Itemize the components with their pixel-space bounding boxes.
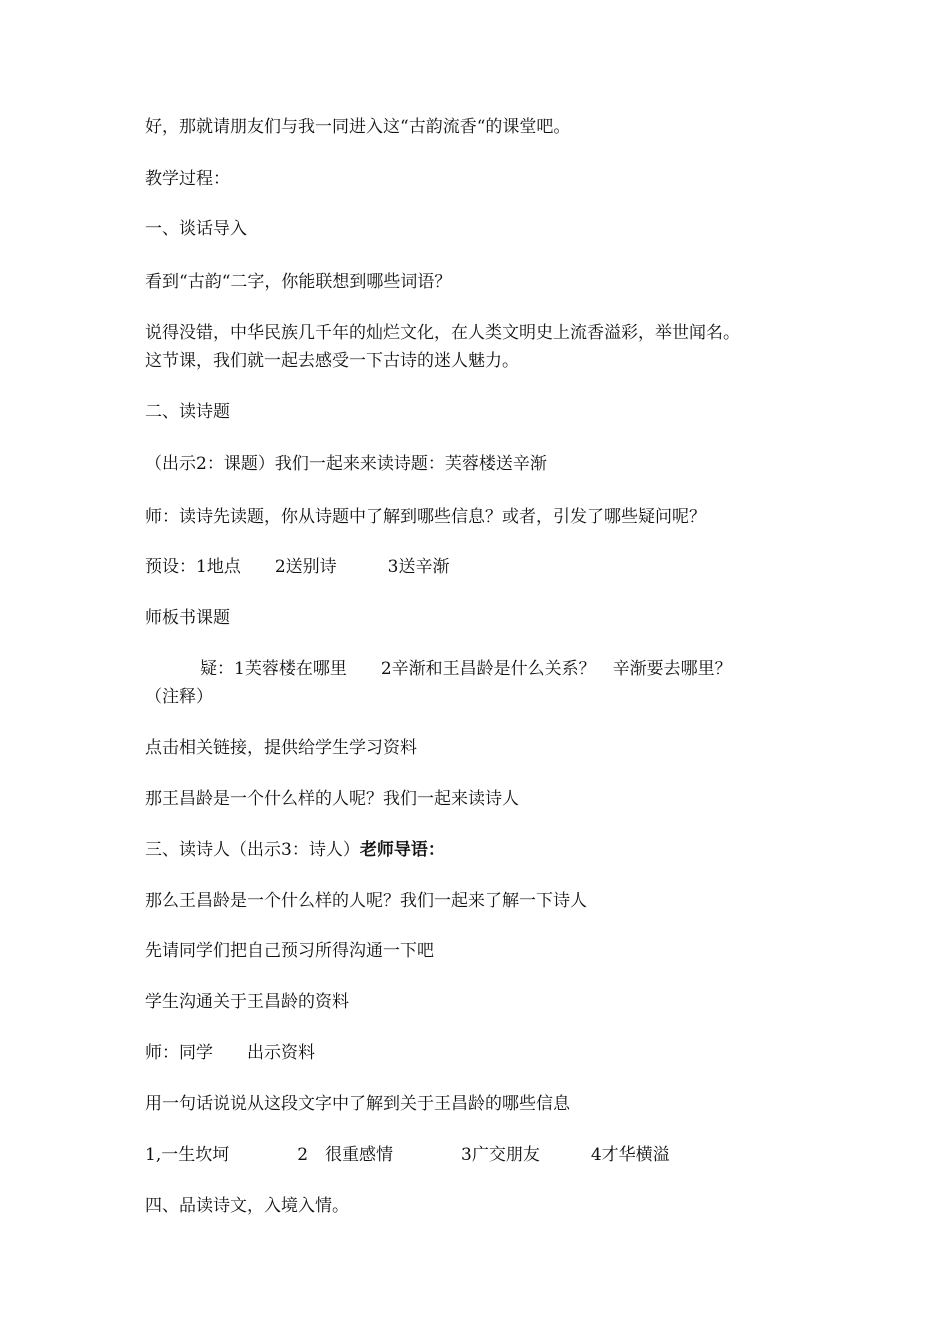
text-line-18: 那么王昌龄是一个什么样的人呢？我们一起来了解一下诗人 (145, 891, 587, 911)
text-line-19: 先请同学们把自己预习所得沟通一下吧 (145, 941, 434, 961)
section-heading-3-text: 三、读诗人（出示3：诗人） (145, 840, 360, 860)
text-line-13: （注释） (145, 687, 213, 707)
section-heading-2: 二、读诗题 (145, 402, 230, 422)
text-line-15: 那王昌龄是一个什么样的人呢？我们一起来读诗人 (145, 789, 519, 809)
text-line-1: 好，那就请朋友们与我一同进入这“古韵流香“的课堂吧。 (145, 117, 571, 137)
text-line-20: 学生沟通关于王昌龄的资料 (145, 992, 349, 1012)
section-heading-3 (145, 836, 445, 864)
text-line-9: 师：读诗先读题，你从诗题中了解到哪些信息？或者，引发了哪些疑问呢？ (145, 507, 706, 527)
text-line-22: 用一句话说说从这段文字中了解到关于王昌龄的哪些信息 (145, 1094, 570, 1114)
section-heading-4: 四、品读诗文，入境入情。 (145, 1196, 349, 1216)
text-line-14: 点击相关链接，提供给学生学习资料 (145, 738, 417, 758)
text-line-11: 师板书课题 (145, 608, 230, 628)
text-line-21: 师：同学 出示资料 (145, 1043, 315, 1063)
text-line-2: 教学过程： (145, 169, 230, 189)
text-line-6: 这节课，我们就一起去感受一下古诗的迷人魅力。 (145, 351, 519, 371)
text-line-12: 疑：1芙蓉楼在哪里 2辛渐和王昌龄是什么关系？ 辛渐要去哪里？ (200, 659, 732, 679)
text-line-5: 说得没错，中华民族几千年的灿烂文化，在人类文明史上流香溢彩，举世闻名。 (145, 323, 740, 343)
section-heading-1: 一、谈话导入 (145, 219, 247, 239)
teacher-guide-label: 老师导语： (359, 840, 445, 860)
text-line-4: 看到“古韵“二字，你能联想到哪些词语？ (145, 272, 452, 292)
text-line-10: 预设：1地点 2送别诗 3送辛渐 (145, 557, 450, 577)
text-line-8: （出示2：课题）我们一起来来读诗题：芙蓉楼送辛渐 (145, 454, 547, 474)
text-line-23: 1,一生坎坷 2 很重感情 3广交朋友 4才华横溢 (145, 1145, 670, 1165)
